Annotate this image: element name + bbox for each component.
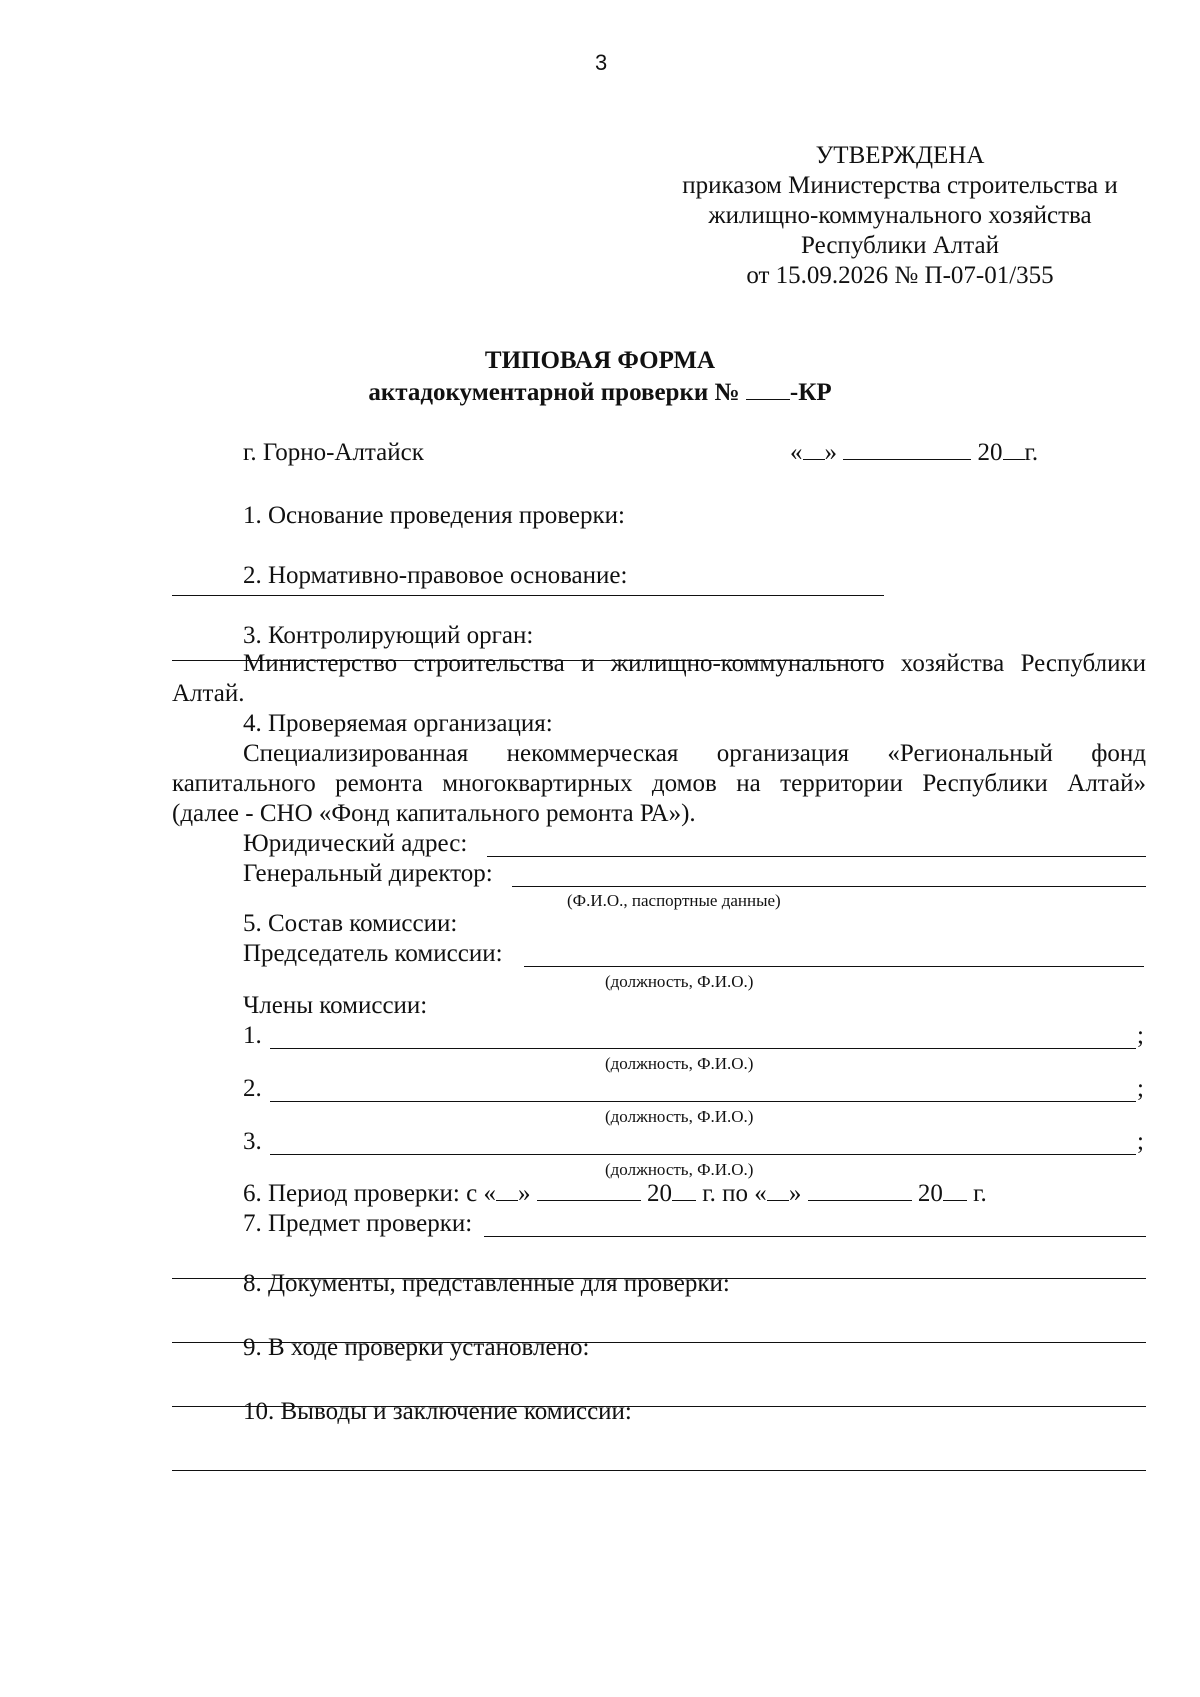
date-year-blank[interactable] — [1003, 458, 1025, 460]
period-start-day-blank[interactable] — [496, 1199, 518, 1201]
section-7-label: 7. Предмет проверки: — [243, 1210, 473, 1237]
city-name: г. Горно-Алтайск — [243, 439, 424, 466]
date-year-prefix: 20 — [977, 439, 1003, 466]
chairman-label: Председатель комиссии: — [243, 940, 503, 967]
period-end-quote-close: » — [788, 1180, 802, 1207]
approval-date-number: от 15.09.2026 № П-07-01/355 — [746, 262, 1054, 289]
member-3-field[interactable] — [270, 1154, 1136, 1155]
approval-line-2: приказом Министерства строительства и — [682, 172, 1118, 199]
section-5-label: 5. Состав комиссии: — [243, 910, 458, 937]
date-quote-open: « — [790, 439, 803, 466]
approval-line-1: УТВЕРЖДЕНА — [815, 142, 985, 169]
date-quote-close: » — [824, 439, 837, 466]
member-2-field[interactable] — [270, 1101, 1136, 1102]
hint-chairman-position: (должность, Ф.И.О.) — [605, 972, 754, 991]
member-3-semicolon: ; — [1137, 1128, 1144, 1155]
form-subtitle — [0, 380, 1200, 405]
hint-fio-passport: (Ф.И.О., паспортные данные) — [567, 891, 781, 910]
section-2-label: 2. Нормативно-правовое основание: — [243, 562, 628, 589]
period-end-suffix: г. — [973, 1180, 987, 1207]
section-10-fill-line[interactable] — [172, 1470, 1146, 1471]
controlling-body-line-1: Министерство строительства и жилищно-коммунального хозяйства Республики — [243, 650, 1146, 677]
section-9-label: 9. В ходе проверки установлено: — [243, 1334, 590, 1361]
section-8-label: 8. Документы, представленные для проверки: — [243, 1270, 730, 1297]
general-director-field[interactable] — [512, 886, 1146, 887]
period-label: 6. Период проверки: с « — [243, 1180, 496, 1207]
organization-line-1: Специализированная некоммерческая организация «Региональный фонд — [243, 740, 1146, 767]
period-end-day-blank[interactable] — [767, 1199, 789, 1201]
period-start-year-prefix: 20 — [646, 1180, 672, 1207]
section-3-label: 3. Контролирующий орган: — [243, 622, 534, 649]
hint-member-3: (должность, Ф.И.О.) — [605, 1160, 754, 1179]
section-6-period — [243, 1181, 987, 1206]
member-3-number: 3. — [243, 1128, 262, 1155]
period-start-year-blank[interactable] — [672, 1199, 696, 1201]
legal-address-label: Юридический адрес: — [243, 830, 468, 857]
organization-line-2: капитального ремонта многоквартирных домов на территории Республики Алтай» — [172, 770, 1146, 797]
member-2-semicolon: ; — [1137, 1075, 1144, 1102]
member-2-number: 2. — [243, 1075, 262, 1102]
general-director-label: Генеральный директор: — [243, 860, 493, 887]
period-to-label: г. по « — [702, 1180, 767, 1207]
page-number: 3 — [595, 50, 608, 75]
form-title: ТИПОВАЯ ФОРМА — [484, 347, 716, 374]
period-end-year-blank[interactable] — [943, 1199, 967, 1201]
member-1-field[interactable] — [270, 1048, 1136, 1049]
approval-line-3: жилищно-коммунального хозяйства — [708, 202, 1092, 229]
document-date — [790, 440, 1038, 465]
act-number-blank[interactable] — [746, 398, 790, 400]
approval-line-4: Республики Алтай — [801, 232, 999, 259]
date-month-blank[interactable] — [843, 458, 971, 460]
legal-address-field[interactable] — [487, 856, 1146, 857]
members-label: Члены комиссии: — [243, 992, 428, 1019]
section-4-label: 4. Проверяемая организация: — [243, 710, 553, 737]
section-1-label: 1. Основание проведения проверки: — [243, 502, 625, 529]
date-day-blank[interactable] — [803, 458, 825, 460]
member-1-semicolon: ; — [1137, 1022, 1144, 1049]
section-10-label: 10. Выводы и заключение комиссии: — [243, 1398, 632, 1425]
period-end-month-blank[interactable] — [808, 1199, 912, 1201]
period-end-year-prefix: 20 — [917, 1180, 943, 1207]
section-7-inline-field[interactable] — [484, 1236, 1146, 1237]
organization-line-3: (далее - СНО «Фонд капитального ремонта РА»). — [172, 800, 696, 827]
period-start-quote-close: » — [517, 1180, 531, 1207]
chairman-field[interactable] — [524, 966, 1144, 967]
controlling-body-line-2: Алтай. — [172, 680, 245, 707]
form-subtitle-suffix: -КР — [789, 379, 832, 406]
period-start-month-blank[interactable] — [537, 1199, 641, 1201]
hint-member-1: (должность, Ф.И.О.) — [605, 1054, 754, 1073]
member-1-number: 1. — [243, 1022, 262, 1049]
section-1-fill-line[interactable] — [172, 595, 884, 596]
hint-member-2: (должность, Ф.И.О.) — [605, 1107, 754, 1126]
date-year-suffix: г. — [1024, 439, 1039, 466]
form-subtitle-text: актадокументарной проверки № — [368, 379, 746, 406]
